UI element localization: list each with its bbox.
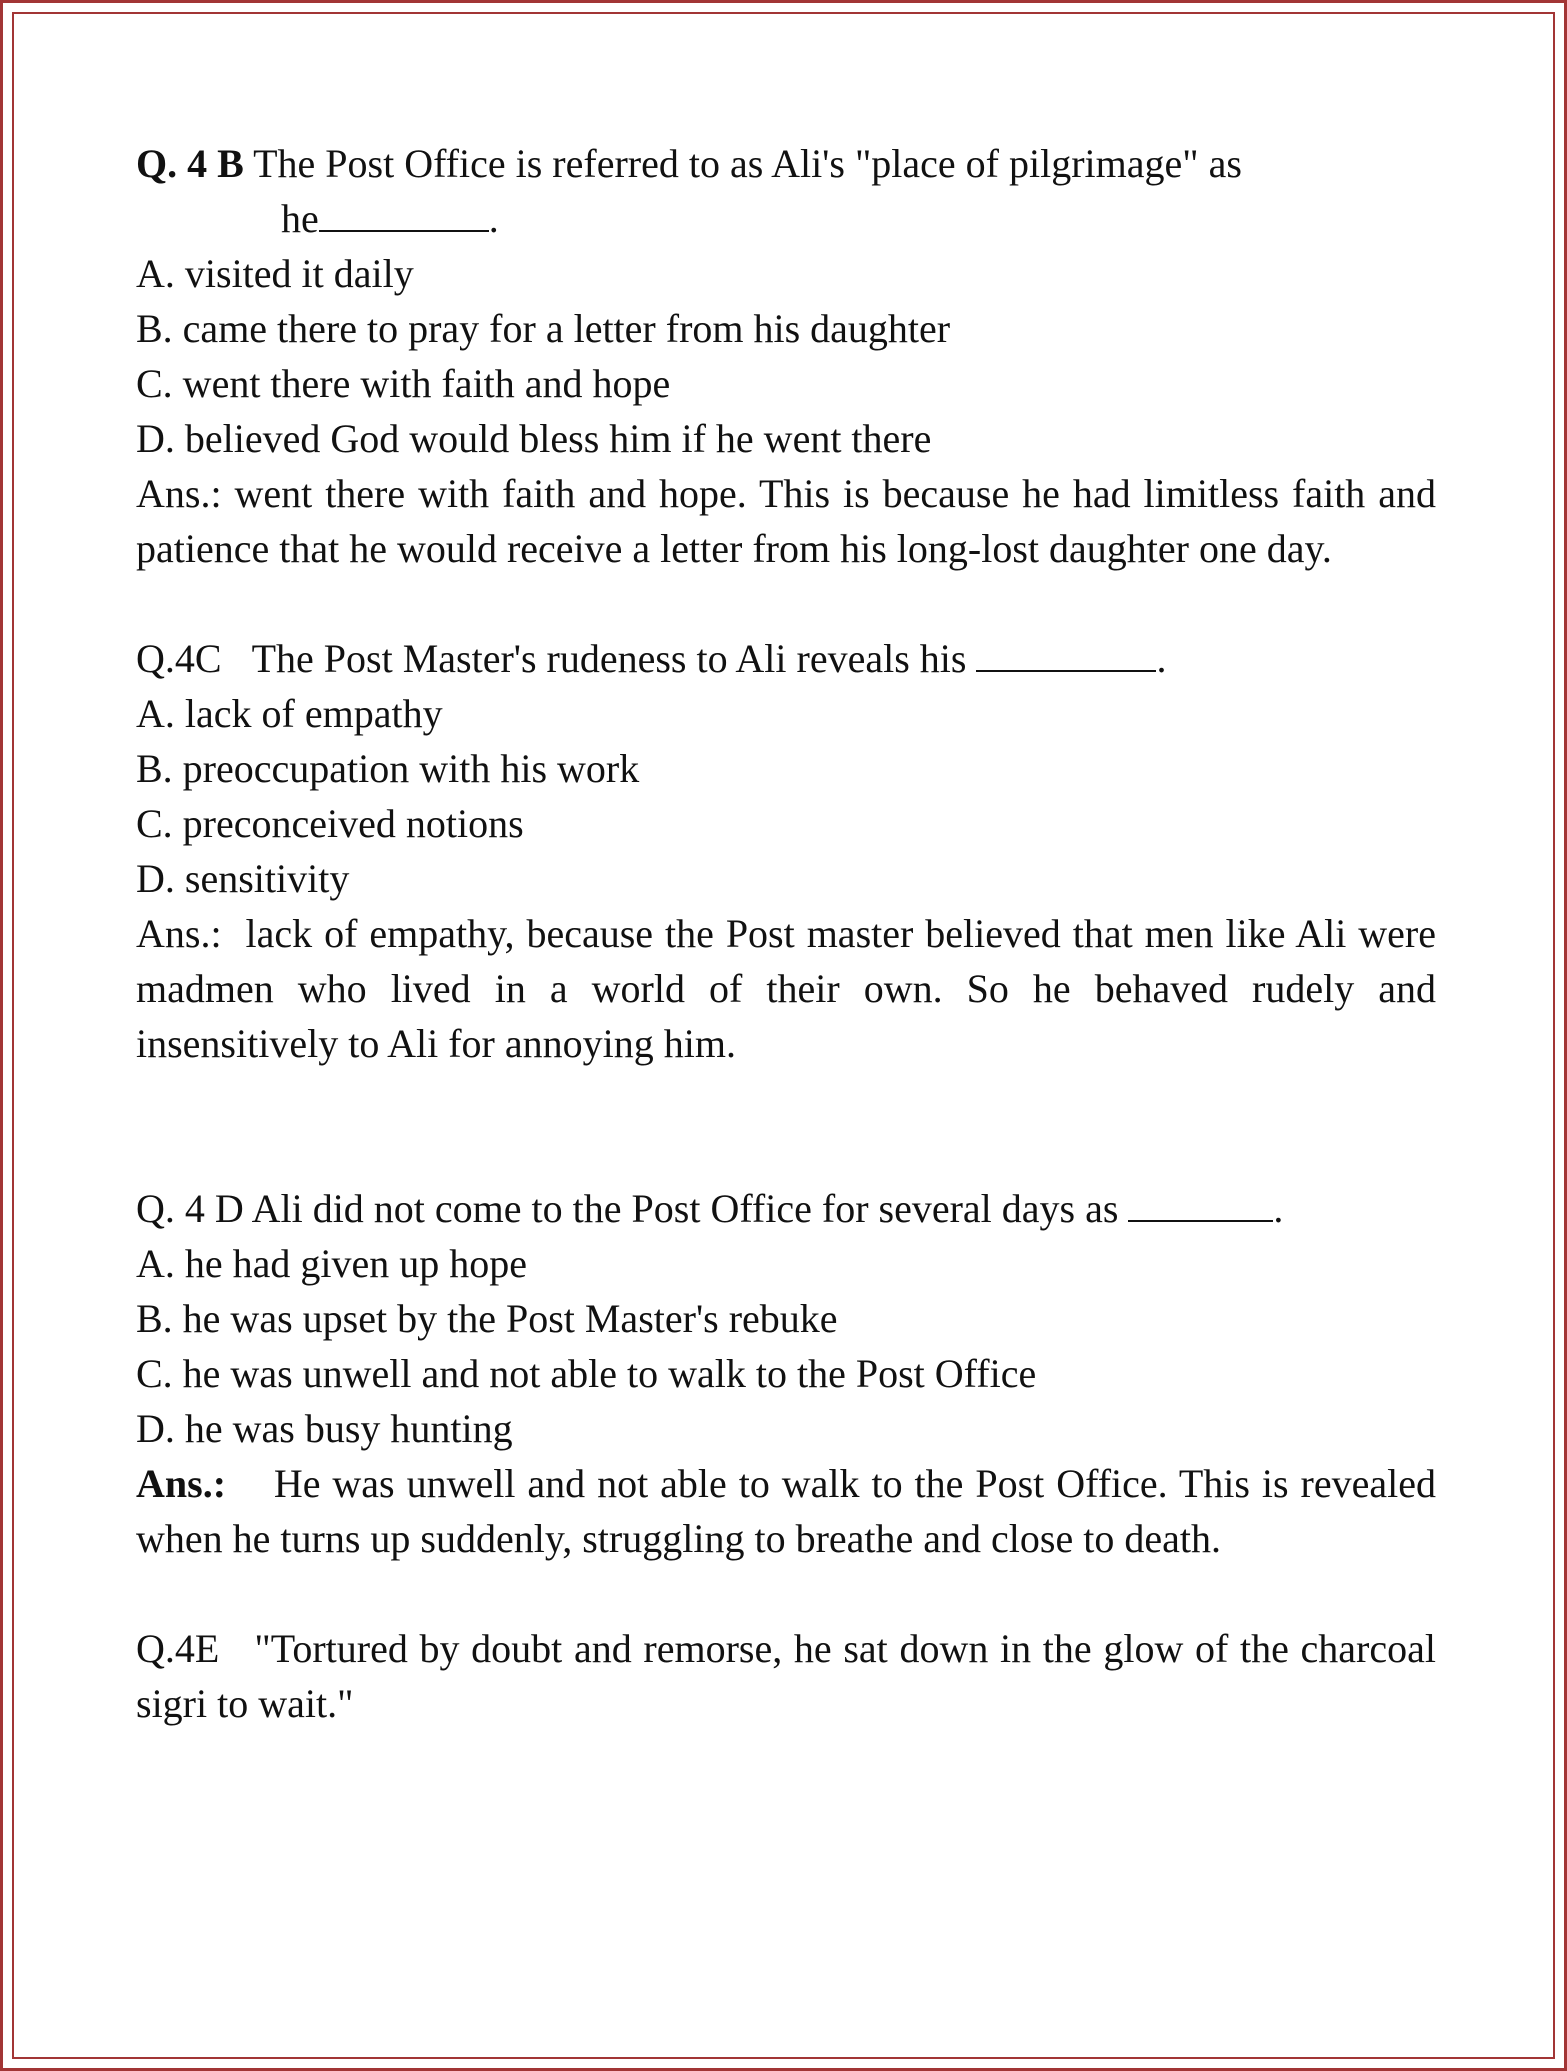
answer-text: Ans.: went there with faith and hope. This is because he had limitless faith and patience that he would receive a letter from his long-lost daughter one day. xyxy=(136,471,1436,571)
worksheet-content xyxy=(136,136,1436,1731)
option-c: C. preconceived notions xyxy=(136,801,524,846)
question-4c xyxy=(136,631,1436,1071)
option-c: C. he was unwell and not able to walk to the Post Office xyxy=(136,1351,1037,1396)
answer-label: Ans.: xyxy=(136,911,222,956)
question-4b-stem-continued: he . xyxy=(281,196,499,241)
question-4e xyxy=(136,1621,1436,1731)
option-d: D. sensitivity xyxy=(136,856,350,901)
option-b: B. came there to pray for a letter from his daughter xyxy=(136,306,951,351)
answer-text: Ans.: lack of empathy, because the Post master believed that men like Ali were madmen who lived in a world of their own. So he behaved rudely and insensitively to Ali for annoying him. xyxy=(136,911,1437,1066)
option-a: A. visited it daily xyxy=(136,251,414,296)
answer-blank xyxy=(319,194,489,232)
question-4e-label: Q.4E xyxy=(136,1626,220,1671)
option-c: C. went there with faith and hope xyxy=(136,361,671,406)
option-d: D. believed God would bless him if he went there xyxy=(136,416,932,461)
question-4b xyxy=(136,136,1436,576)
question-4d-label: Q. 4 D xyxy=(136,1186,244,1231)
option-b: B. preoccupation with his work xyxy=(136,746,640,791)
answer-blank xyxy=(976,634,1156,672)
question-4d xyxy=(136,1181,1436,1566)
question-4b-stem: Q. 4 B The Post Office is referred to as Ali's "place of pilgrimage" as xyxy=(136,141,1242,186)
option-a: A. lack of empathy xyxy=(136,691,443,736)
option-a: A. he had given up hope xyxy=(136,1241,528,1286)
question-4c-stem: Q.4C The Post Master's rudeness to Ali reveals his . xyxy=(136,636,1167,681)
question-4d-stem: Q. 4 D Ali did not come to the Post Office for several days as . xyxy=(136,1186,1284,1231)
question-4b-label: Q. 4 B xyxy=(136,141,244,186)
answer-blank xyxy=(1128,1184,1273,1222)
question-4c-label: Q.4C xyxy=(136,636,222,681)
question-4e-stem: Q.4E "Tortured by doubt and remorse, he sat down in the glow of the charcoal sigri to wait." xyxy=(136,1626,1436,1726)
answer-label: Ans.: xyxy=(136,471,222,516)
option-b: B. he was upset by the Post Master's rebuke xyxy=(136,1296,838,1341)
answer-text: Ans.: He was unwell and not able to walk to the Post Office. This is revealed when he turns up suddenly, struggling to breathe and close to death. xyxy=(136,1461,1437,1561)
option-d: D. he was busy hunting xyxy=(136,1406,513,1451)
answer-label: Ans.: xyxy=(136,1461,227,1506)
